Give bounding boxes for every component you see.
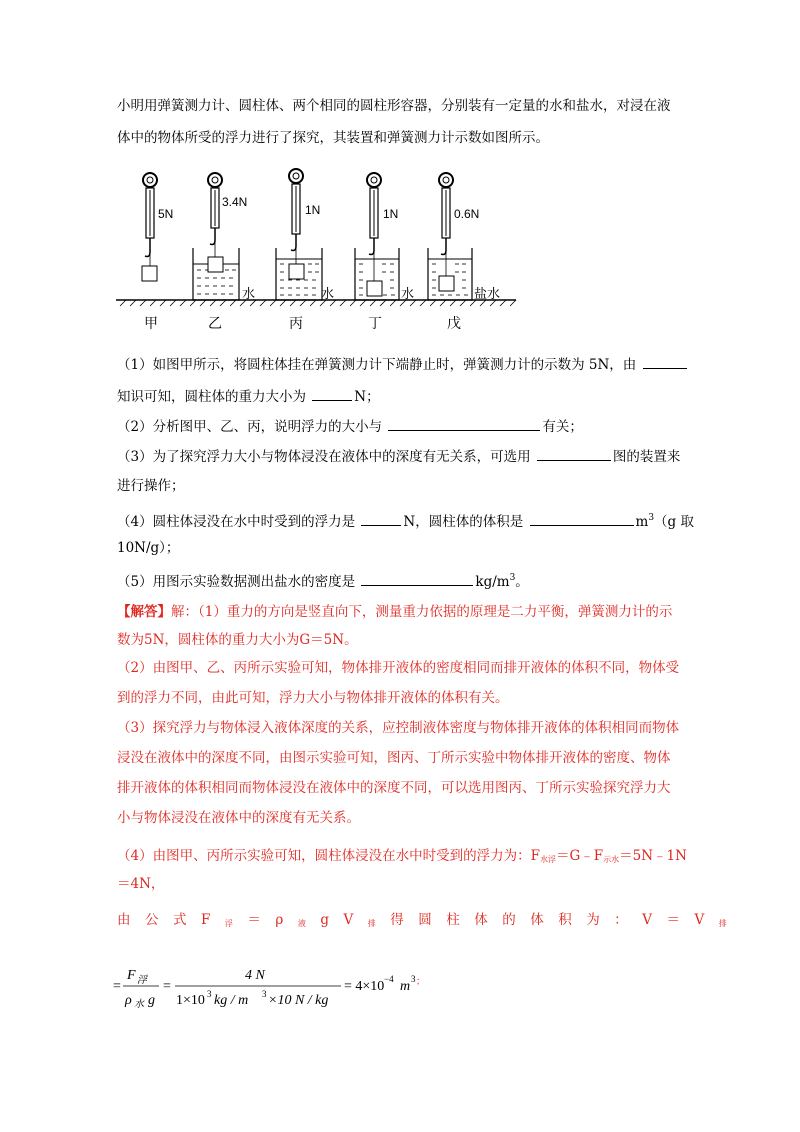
blank-q1-1[interactable]: [643, 354, 687, 369]
answer-2a: （2）由图甲、乙、丙所示实验可知，物体排开液体的密度相同而排开液体的体积不同，物体受: [117, 660, 680, 676]
answer-4c: [117, 910, 741, 934]
question-4a: （4）圆柱体浸没在水中时受到的浮力是 N，圆柱体的体积是 $m^3(g$ 取: [117, 513, 694, 530]
answer-3a: （3）探究浮力与物体浸入液体深度的关系，应控制液体密度与物体排开液体的体积相同而物体: [117, 720, 680, 736]
a4a-sub2: 示水: [603, 855, 620, 864]
answer-2b: 到的浮力不同，由此可知，浮力大小与物体排开液体的体积有关。: [117, 690, 509, 706]
label-wu: 戊: [447, 316, 461, 332]
formula-lhs-den-sub: 水: [134, 999, 144, 1010]
a4c-1: 由公式F: [117, 912, 225, 928]
q1b-suffix: N；: [354, 389, 380, 405]
q3a-text: （3）为了探究浮力大小与物体浸没在液体中的深度有无关系，可选用: [117, 449, 531, 465]
formula-result-unit: m: [400, 979, 411, 994]
question-2: [117, 416, 583, 437]
question-4b: 10N/g）；: [117, 540, 180, 556]
formula-lhs-num: F: [127, 968, 136, 983]
q5-suffix: 。: [515, 574, 529, 590]
formula-rhs-den: 1×10: [176, 993, 205, 1008]
setup-ding: [355, 173, 414, 302]
svg-text:=: =: [163, 979, 171, 994]
setup-jia: [142, 173, 173, 281]
label-bing: 丙: [289, 316, 303, 332]
liquid-wu: 盐水: [474, 287, 501, 302]
q3a-suffix: 图的装置来: [612, 449, 681, 465]
answer-4b: ＝4N，: [117, 876, 165, 892]
ground: [116, 300, 516, 306]
question-1a: [117, 354, 689, 375]
reading-wu: 0.6N: [454, 207, 480, 221]
a4c-sub2: 液: [297, 919, 321, 928]
svg-text:=: =: [113, 979, 121, 994]
a4c-sub4: 排: [718, 919, 742, 928]
blank-q3[interactable]: [537, 446, 611, 461]
answer-1a: [117, 602, 672, 622]
a4a-sub1: 水浮: [539, 855, 556, 864]
intro-line-2: 体中的物体所受的浮力进行了探究，其装置和弹簧测力计示数如图所示。: [117, 130, 549, 146]
formula-result-unit-exp: 3: [411, 974, 416, 984]
q5-text: （5）用图示实验数据测出盐水的密度是: [117, 574, 356, 590]
formula-result: = 4×10: [344, 979, 385, 994]
formula-result-exp: −4: [384, 974, 394, 984]
blank-q4-2[interactable]: [530, 511, 634, 526]
q4a-text: （4）圆柱体浸没在水中时受到的浮力是: [117, 514, 356, 530]
a4a-suffix: ＝5N﹣1N: [619, 848, 687, 864]
setup-wu: [428, 173, 500, 302]
intro-line-1: 小明用弹簧测力计、圆柱体、两个相同的圆柱形容器，分别装有一定量的水和盐水，对浸在液: [117, 98, 671, 114]
q2-suffix: 有关；: [542, 419, 583, 435]
reading-bing: 1N: [305, 203, 321, 217]
q4a-unit: m: [635, 514, 649, 530]
blank-q2[interactable]: [388, 416, 540, 431]
q4a-suffix: （g 取: [654, 514, 694, 530]
answer-4a: [117, 846, 687, 870]
label-jia: 甲: [144, 316, 158, 332]
formula-rhs-den-rest: kg / m: [214, 993, 249, 1008]
volume-formula: [113, 962, 453, 1012]
reading-jia: 5N: [158, 207, 174, 221]
a4a-mid: ＝G﹣F: [555, 848, 604, 864]
question-3a: [117, 446, 680, 467]
a4c-4: 得圆柱体的体积为：V＝V: [390, 912, 719, 928]
answer-3c: 排开液体的体积相同而物体浸没在液体中的深度不同，可以选用图丙、丁所示实验探究浮力大: [117, 780, 671, 796]
label-ding: 丁: [368, 316, 382, 332]
question-5: （5）用图示实验数据测出盐水的密度是 $kg/m^3$。: [117, 573, 529, 590]
figure-labels: [144, 316, 461, 332]
liquid-yi: 水: [242, 287, 256, 302]
a4c-sub1: 浮: [224, 919, 248, 928]
q5-unit: kg/m: [475, 574, 510, 590]
formula-rhs-den-tail: ×10 N / kg: [268, 993, 329, 1008]
q1a-text: （1）如图甲所示，将圆柱体挂在弹簧测力计下端静止时，弹簧测力计的示数为 5N，由: [117, 357, 637, 373]
blank-q1-2[interactable]: [312, 386, 352, 401]
a4c-3: gV: [320, 912, 368, 928]
formula-rhs-den-exp2: 3: [262, 989, 267, 999]
a4c-2: ＝ρ: [247, 912, 298, 928]
formula-result-tail: ；: [416, 976, 426, 986]
blank-q4-1[interactable]: [361, 511, 401, 526]
answer-1a-text: 解：（1）重力的方向是竖直向下，测量重力依据的原理是二力平衡，弹簧测力计的示: [171, 604, 673, 620]
a4a-text: （4）由图甲、丙所示实验可知，圆柱体浸没在水中时受到的浮力为：F: [117, 848, 540, 864]
q4a-mid: N，圆柱体的体积是: [403, 514, 524, 530]
reading-yi: 3.4N: [222, 195, 248, 209]
formula-lhs-den-g: g: [148, 993, 155, 1008]
answer-3d: 小与物体浸没在液体中的深度有无关系。: [117, 810, 360, 826]
question-3b: 进行操作；: [117, 478, 185, 494]
experiment-figure: [112, 160, 522, 336]
q2-text: （2）分析图甲、乙、丙，说明浮力的大小与: [117, 419, 383, 435]
q1b-text: 知识可知，圆柱体的重力大小为: [117, 389, 306, 405]
label-yi: 乙: [208, 316, 222, 332]
liquid-bing: 水: [321, 287, 335, 302]
a4c-sub3: 排: [367, 919, 391, 928]
liquid-ding: 水: [401, 287, 415, 302]
question-1b: [117, 386, 380, 407]
answer-tag: 【解答】: [117, 604, 171, 620]
setup-yi: [193, 173, 255, 302]
formula-rhs-num: 4 N: [245, 968, 265, 983]
setup-bing: [276, 169, 334, 302]
formula-rhs-den-exp: 3: [207, 989, 212, 999]
answer-3b: 浸没在液体中的深度不同，由图示实验可知，图丙、丁所示实验中物体排开液体的密度、物体: [117, 750, 671, 766]
answer-1b: 数为5N，圆柱体的重力大小为G＝5N。: [117, 632, 358, 648]
blank-q5[interactable]: [361, 571, 473, 586]
reading-ding: 1N: [383, 207, 399, 221]
formula-lhs-den: ρ: [125, 993, 132, 1008]
formula-lhs-num-sub: 浮: [137, 975, 147, 986]
